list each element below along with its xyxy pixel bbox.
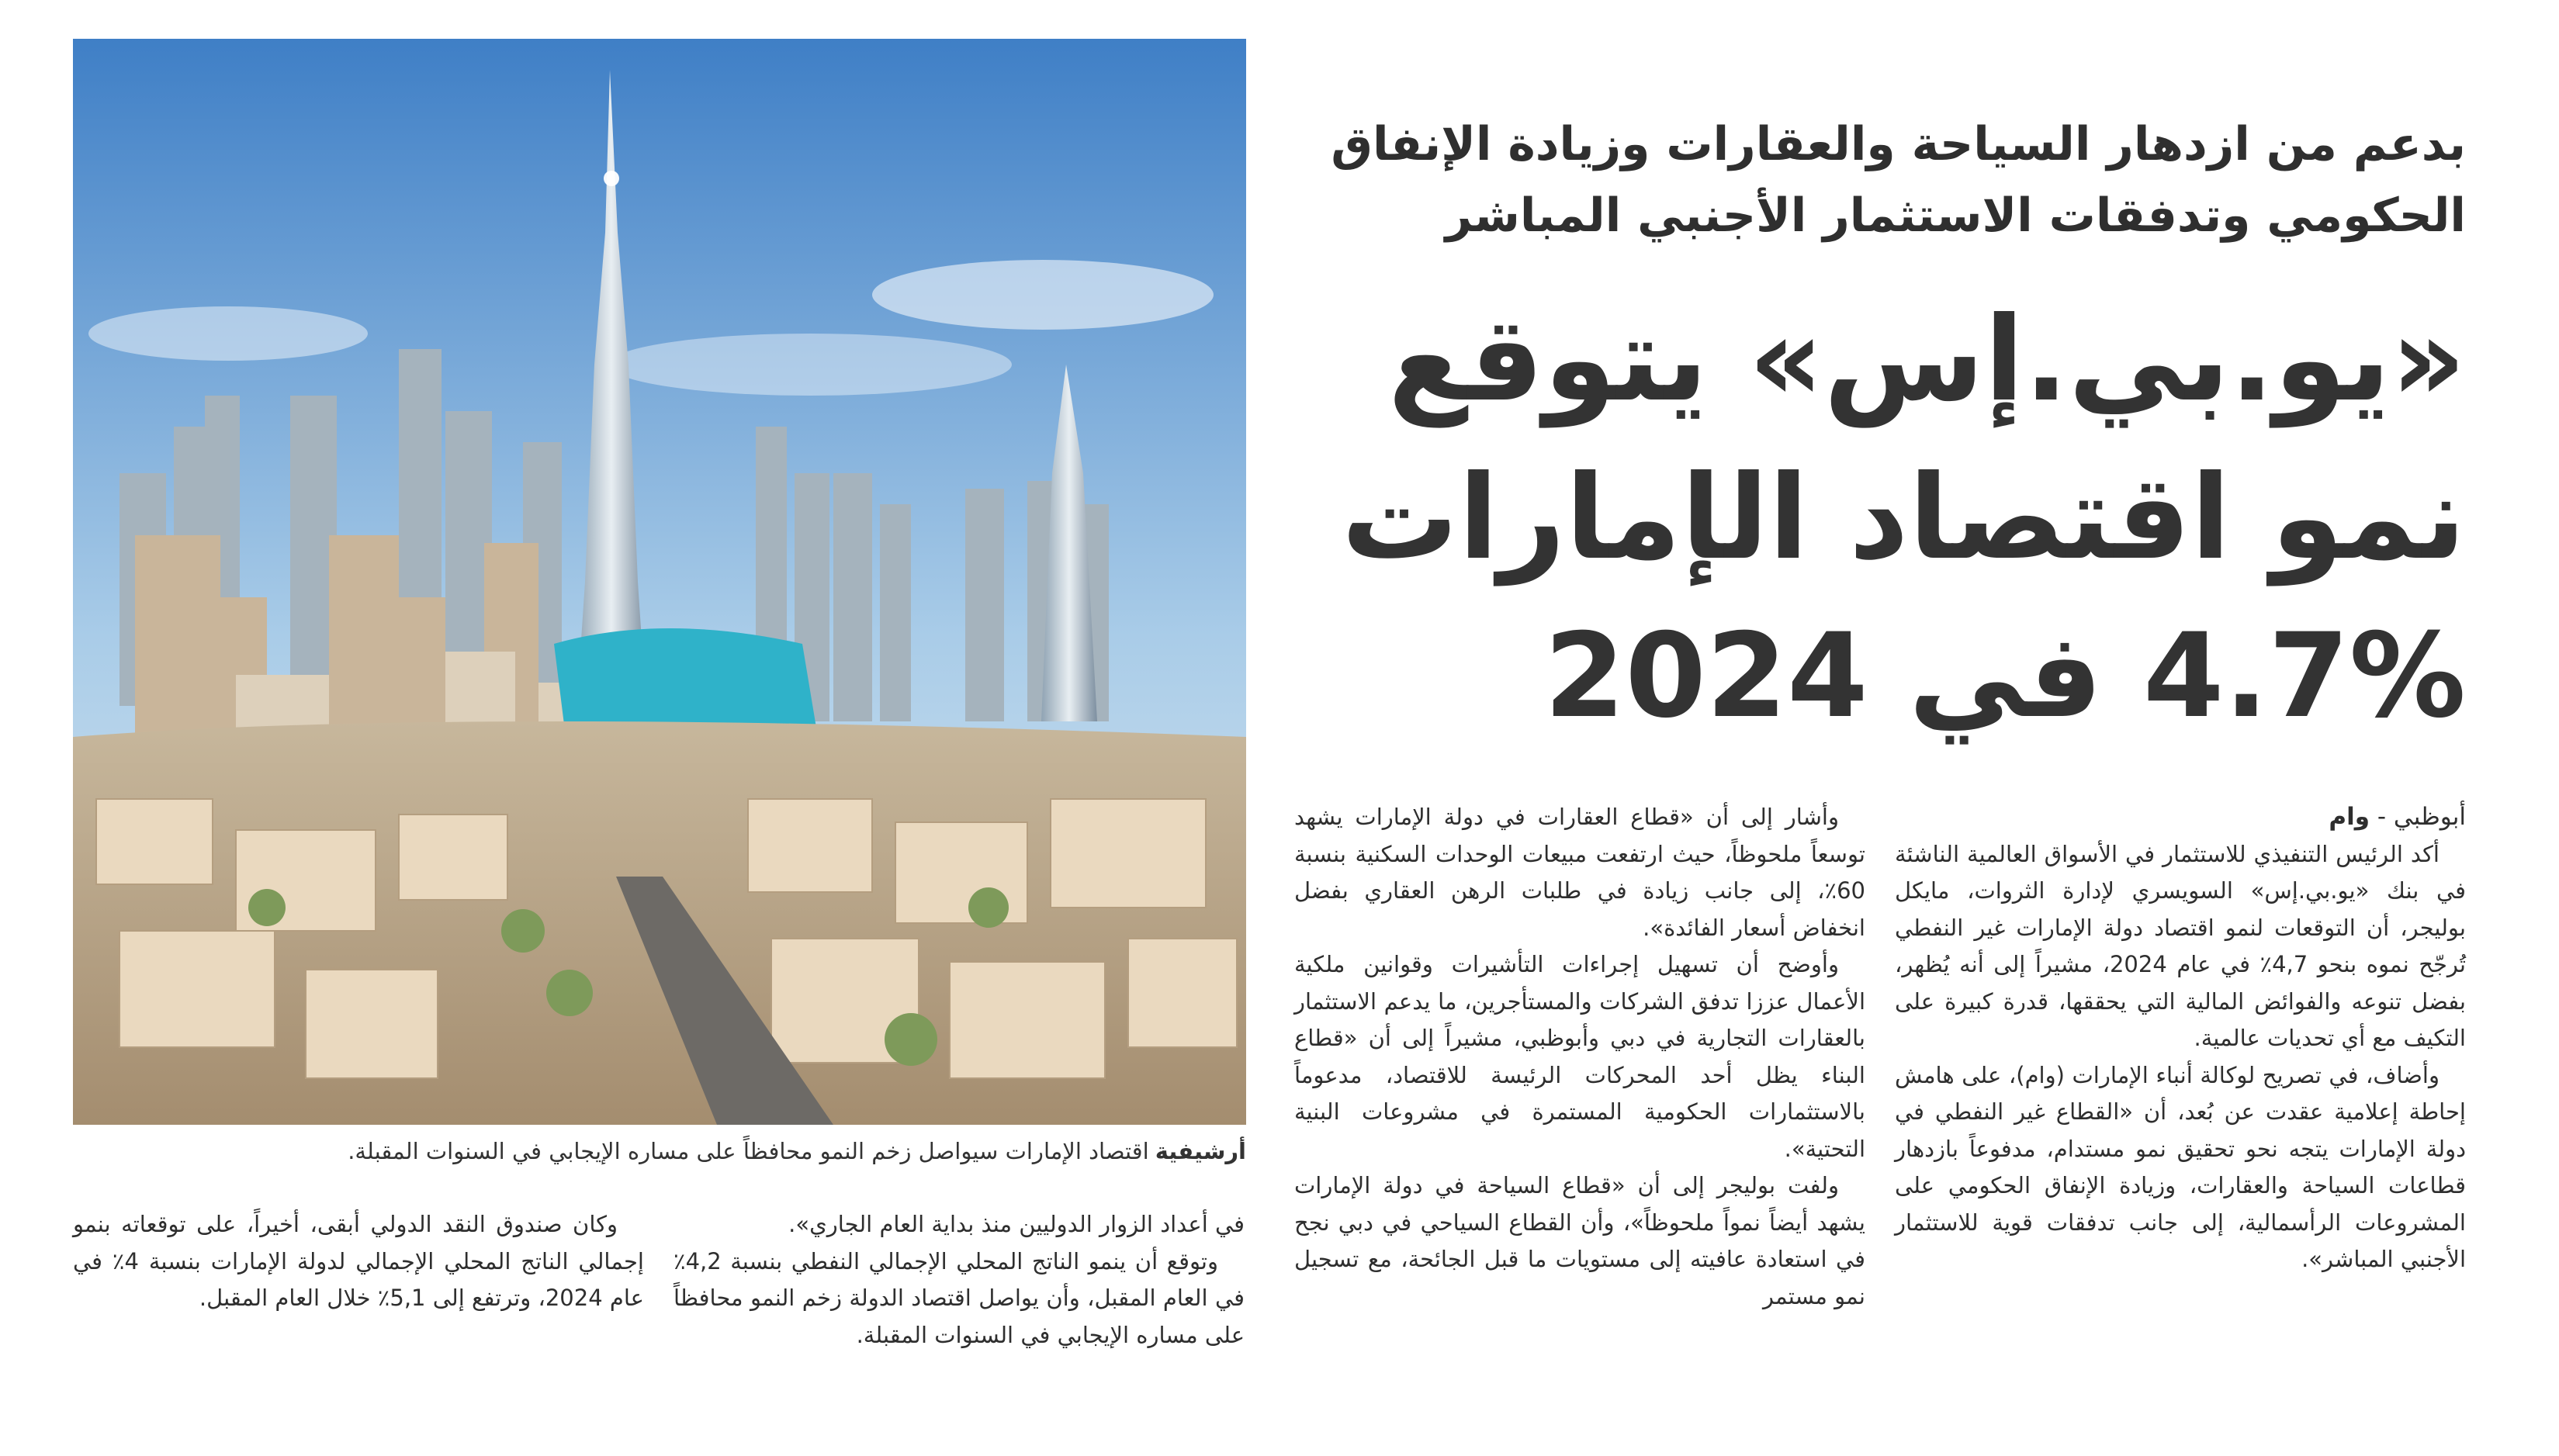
dateline: [1895, 799, 2466, 836]
paragraph: وكان صندوق النقد الدولي أبقى، أخيراً، على توقعاته بنمو إجمالي الناتج المحلي الإجمالي لدولة الإمارات بنسبة 4٪ في عام 2024، وترتفع إلى 5,1٪ خلال العام المقبل.: [73, 1211, 644, 1311]
paragraph: في أعداد الزوار الدوليين منذ بداية العام الجاري».: [788, 1211, 1245, 1237]
kicker-line-2: الحكومي وتدفقات الاستثمار الأجنبي المباشر: [1445, 188, 2466, 243]
article-headline: [1286, 281, 2466, 756]
article-column-2: [1294, 799, 1865, 1315]
paragraph: وأشار إلى أن «قطاع العقارات في دولة الإمارات يشهد توسعاً ملحوظاً، حيث ارتفعت مبيعات الوحدات السكنية بنسبة 60٪، إلى جانب زيادة في طلبات الرهن العقاري بفضل انخفاض أسعار الفائدة».: [1294, 804, 1865, 941]
article-kicker: [1302, 109, 2466, 251]
dateline-source: وام: [2329, 803, 2370, 831]
photo-caption: [73, 1134, 1246, 1168]
paragraph: وأضاف، في تصريح لوكالة أنباء الإمارات (وام)، على هامش إحاطة إعلامية عقدت عن بُعد، أن «القطاع غير النفطي في دولة الإمارات يتجه نحو تحقيق نمو مستدام، مدفوعاً بازدهار قطاعات السياحة والعقارات، وزيادة الإنفاق الحكومي على المشروعات الرأسمالية، إلى جانب تدفقات قوية للاستثمار الأجنبي المباشر».: [1895, 1061, 2466, 1272]
paragraph: وأوضح أن تسهيل إجراءات التأشيرات وقوانين ملكية الأعمال عززا تدفق الشركات والمستأجرين، ما يدعم الاستثمار بالعقارات التجارية في دبي وأبوظبي، مشيراً إلى أن «قطاع البناء يظل أحد المحركات الرئيسة للاقتصاد، مدعوماً بالاستثمارات الحكومية المستمرة في مشروعات البنية التحتية».: [1294, 951, 1865, 1162]
headline-line-2: نمو اقتصاد الإمارات: [1341, 451, 2466, 586]
dubai-skyline-image: [73, 39, 1246, 1125]
headline-line-3: 4.7% في 2024: [1544, 609, 2466, 744]
paragraph: أكد الرئيس التنفيذي للاستثمار في الأسواق العالمية الناشئة في بنك «يو.بي.إس» السويسري لإدارة الثروات، مايكل بوليجر، أن التوقعات لنمو اقتصاد دولة الإمارات غير النفطي تُرجّح نموه بنحو 4,7٪ في عام 2024، مشيراً إلى أنه يُظهر، بفضل تنوعه والفوائض المالية التي يحققها، قدرة كبيرة على التكيف مع أي تحديات عالمية.: [1895, 840, 2466, 1051]
kicker-line-1: بدعم من ازدهار السياحة والعقارات وزيادة الإنفاق: [1331, 117, 2466, 171]
paragraph: وتوقع أن ينمو الناتج المحلي الإجمالي النفطي بنسبة 4,2٪ في العام المقبل، وأن يواصل اقتصاد الدولة زخم النمو محافظاً على مساره الإيجابي في السنوات المقبلة.: [674, 1247, 1245, 1348]
photo-caption-text: اقتصاد الإمارات سيواصل زخم النمو محافظاً على مساره الإيجابي في السنوات المقبلة.: [348, 1138, 1149, 1164]
headline-line-1: «يو.بي.إس» يتوقع: [1387, 292, 2466, 427]
article-column-3: [674, 1206, 1245, 1354]
photo-credit: أرشيفية: [1155, 1138, 1246, 1164]
article-column-1: [1895, 799, 2466, 1278]
article-photo: [73, 39, 1246, 1125]
article-column-4: [73, 1206, 644, 1317]
dateline-place: أبوظبي -: [2369, 803, 2466, 831]
paragraph: ولفت بوليجر إلى أن «قطاع السياحة في دولة الإمارات يشهد أيضاً نمواً ملحوظاً»، وأن القطاع السياحي في دبي نجح في استعادة عافيته إلى مستويات ما قبل الجائحة، مع تسجيل نمو مستمر: [1294, 1172, 1865, 1309]
